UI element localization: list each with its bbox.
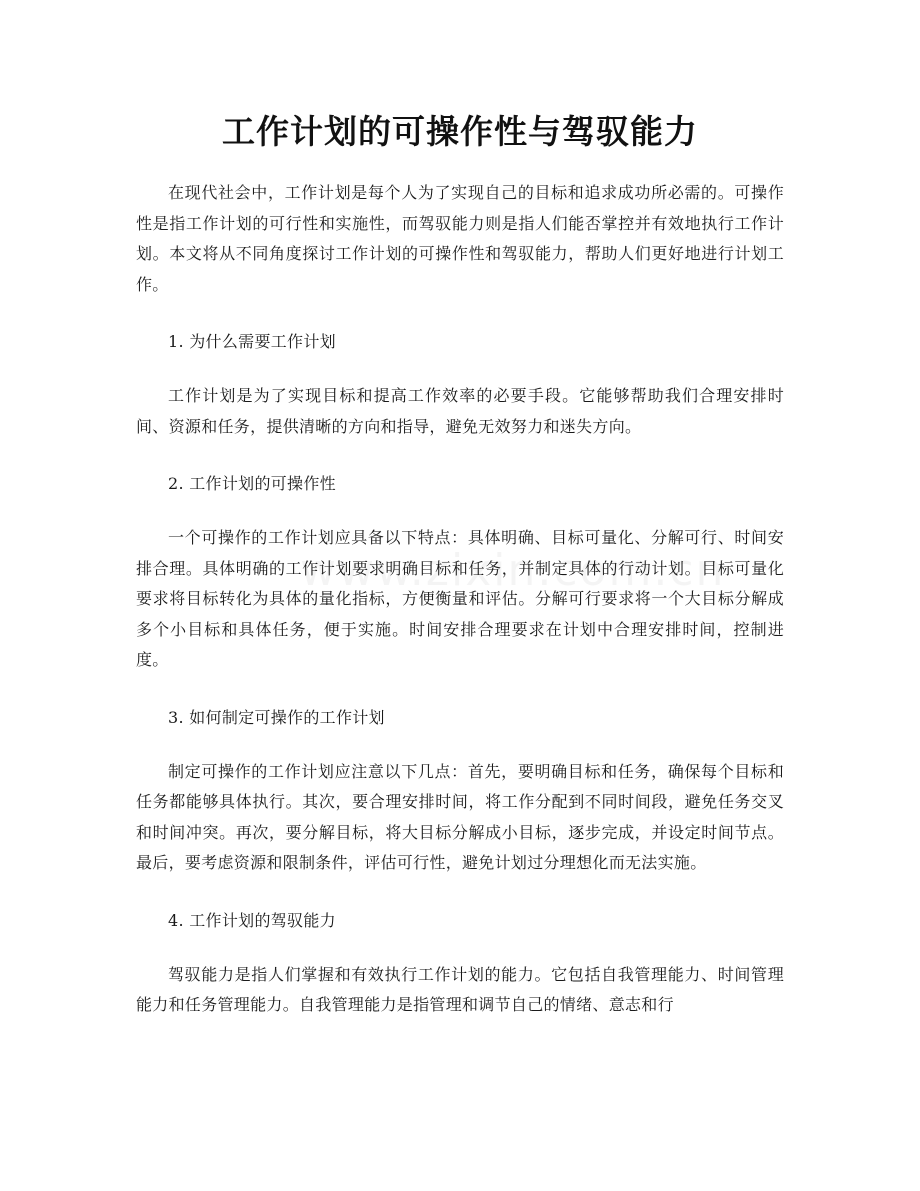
section-paragraph-4: 驾驭能力是指人们掌握和有效执行工作计划的能力。它包括自我管理能力、时间管理能力和任务管理能力。自我管理能力是指管理和调节自己的情绪、意志和行 — [136, 964, 784, 1014]
section-heading-3: 3. 如何制定可操作的工作计划 — [168, 707, 385, 727]
section-heading-2: 2. 工作计划的可操作性 — [168, 474, 336, 493]
page-title: 工作计划的可操作性与驾驭能力 — [222, 112, 698, 151]
section-paragraph-2: 一个可操作的工作计划应具备以下特点：具体明确、目标可量化、分解可行、时间安排合理。具体明确的工作计划要求明确目标和任务，并制定具体的行动计划。目标可量化要求将目标转化为具体的量化指标，方便衡量和评估。分解可行要求将一个大目标分解成多个小目标和具体任务，便于实施。时间安排合理要求在计划中合理安排时间，控制进度。 — [136, 528, 784, 669]
section-paragraph-3: 制定可操作的工作计划应注意以下几点：首先，要明确目标和任务，确保每个目标和任务都能够具体执行。其次，要合理安排时间，将工作分配到不同时间段，避免任务交叉和时间冲突。再次，要分解目标，将大目标分解成小目标，逐步完成，并设定时间节点。最后，要考虑资源和限制条件，评估可行性，避免计划过分理想化而无法实施。 — [136, 761, 784, 872]
section-heading-4: 4. 工作计划的驾驭能力 — [168, 910, 336, 930]
document-body — [136, 178, 784, 1048]
intro-paragraph: 在现代社会中，工作计划是每个人为了实现自己的目标和追求成功所必需的。可操作性是指工作计划的可行性和实施性，而驾驭能力则是指人们能否掌控并有效地执行工作计划。本文将从不同角度探讨工作计划的可操作性和驾驭能力，帮助人们更好地进行计划工作。 — [136, 183, 784, 294]
section-paragraph-1: 工作计划是为了实现目标和提高工作效率的必要手段。它能够帮助我们合理安排时间、资源和任务，提供清晰的方向和指导，避免无效努力和迷失方向。 — [136, 386, 784, 436]
section-heading-1: 1. 为什么需要工作计划 — [168, 332, 336, 351]
